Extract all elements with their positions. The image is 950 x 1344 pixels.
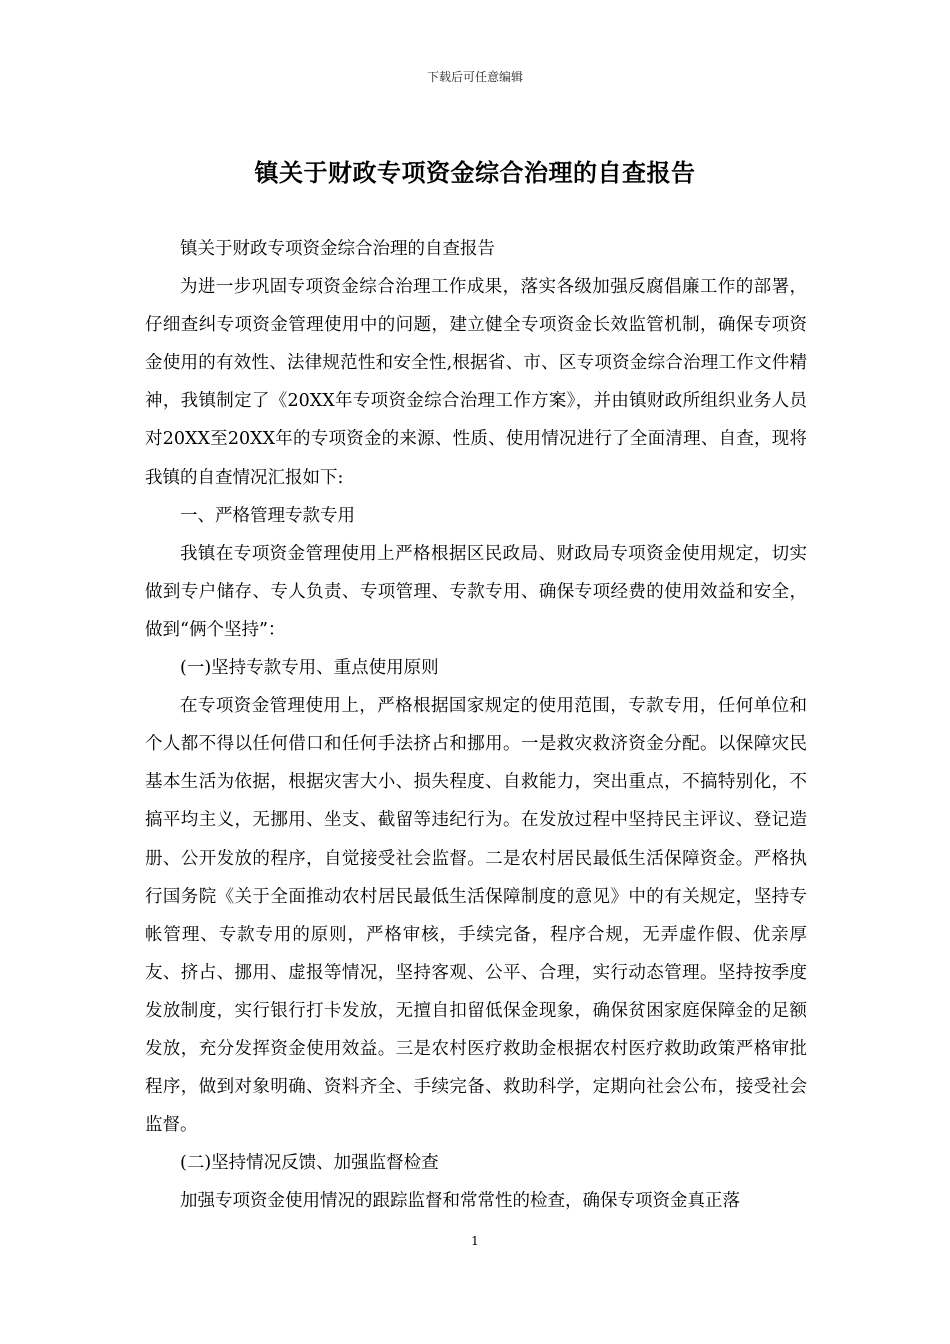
section-heading-1: 一、严格管理专款专用 bbox=[180, 505, 355, 526]
document-body bbox=[145, 230, 807, 1220]
paragraph-subtitle: 镇关于财政专项资金综合治理的自查报告 bbox=[180, 239, 495, 259]
paragraph-subsection-2: 加强专项资金使用情况的跟踪监督和常常性的检查，确保专项资金真正落 bbox=[180, 1191, 740, 1212]
document-title: 镇关于财政专项资金综合治理的自查报告 bbox=[254, 159, 696, 187]
header-note: 下载后可任意编辑 bbox=[426, 70, 523, 84]
subsection-heading-1: (一)坚持专款专用、重点使用原则 bbox=[180, 658, 439, 679]
paragraph-intro: 为进一步巩固专项资金综合治理工作成果，落实各级加强反腐倡廉工作的部署，仔细查纠专项资金管理使用中的问题，建立健全专项资金长效监管机制，确保专项资金使用的有效性、法律规范性和安全性,根据省、市、区专项资金综合治理工作文件精神，我镇制定了《20XX年专项资金综合治理工作方案》，并由镇财政所组织业务人员对20XX至20XX年的专项资金的来源、性质、使用情况进行了全面清理、自查，现将我镇的自查情况汇报如下: bbox=[145, 277, 807, 488]
page-number: 1 bbox=[471, 1234, 479, 1248]
subsection-heading-2: (二)坚持情况反馈、加强监督检查 bbox=[180, 1153, 439, 1174]
paragraph-section-1: 我镇在专项资金管理使用上严格根据区民政局、财政局专项资金使用规定，切实做到专户储存、专人负责、专项管理、专款专用、确保专项经费的使用效益和安全，做到“俩个坚持”： bbox=[145, 543, 807, 640]
paragraph-subsection-1: 在专项资金管理使用上，严格根据国家规定的使用范围，专款专用，任何单位和个人都不得以任何借口和任何手法挤占和挪用。一是救灾救济资金分配。以保障灾民基本生活为依据，根据灾害大小、损失程度、自救能力，突出重点，不搞特别化，不搞平均主义，无挪用、坐支、截留等违纪行为。在发放过程中坚持民主评议、登记造册、公开发放的程序，自觉接受社会监督。二是农村居民最低生活保障资金。严格执行国务院《关于全面推动农村居民最低生活保障制度的意见》中的有关规定，坚持专帐管理、专款专用的原则，严格审核，手续完备，程序合规，无弄虚作假、优亲厚友、挤占、挪用、虚报等情况，坚持客观、公平、合理，实行动态管理。坚持按季度发放制度，实行银行打卡发放，无擅自扣留低保金现象，确保贫困家庭保障金的足额发放，充分发挥资金使用效益。三是农村医疗救助金根据农村医疗救助政策严格审批程序，做到对象明确、资料齐全、手续完备、救助科学，定期向社会公布，接受社会监督。 bbox=[145, 696, 807, 1136]
